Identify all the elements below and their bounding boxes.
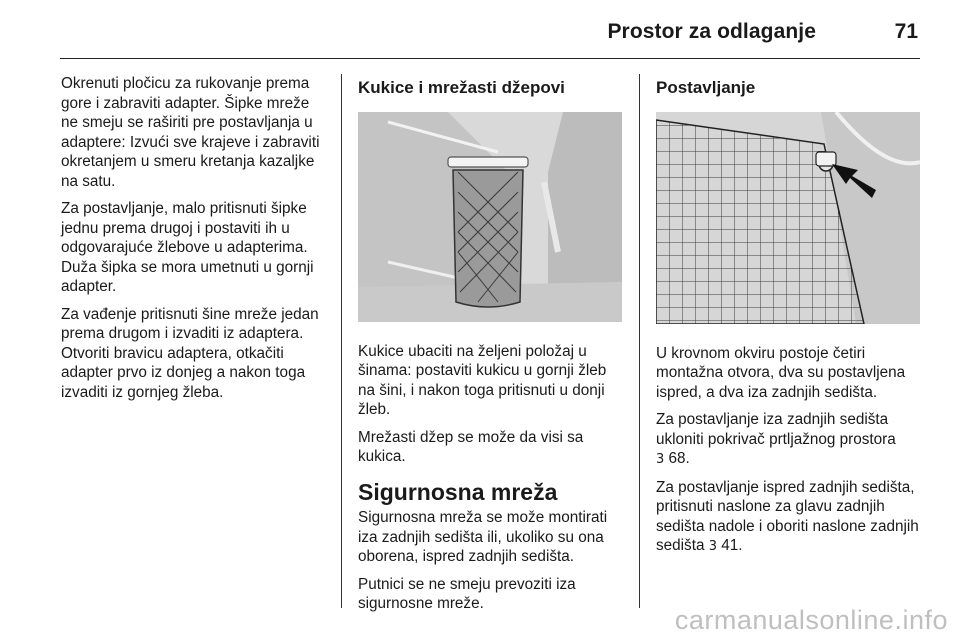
paragraph: Za vađenje pritisnuti šine mreže jedan prema drugom i izvaditi iz adaptera. Otvoriti bravicu adaptera, otkačiti adapter prvo iz donjeg a nakon toga izvaditi iz gornjeg žleba. (61, 305, 319, 401)
page-reference-icon[interactable]: 3 (656, 452, 665, 467)
column-divider (341, 74, 342, 608)
paragraph: Sigurnosna mreža se može montirati iza zadnjih sedišta ili, ukoliko su ona oborena, ispred zadnjih sedišta. (358, 509, 608, 565)
section-heading-installation: Postavljanje (656, 78, 756, 97)
paragraph: Za postavljanje, malo pritisnuti šipke jednu prema drugoj i postaviti ih u odgovarajuće žlebove u adapterima. Duža šipka se mora umetnuti u gornji adapter. (61, 200, 314, 295)
page-header (60, 16, 920, 59)
net-pocket-illustration (358, 112, 622, 322)
paragraph: U krovnom okviru postoje četiri montažna otvora, dva su postavljena ispred, a dva iza zadnjih sedišta. (656, 344, 906, 401)
page-reference-link[interactable]: 68. (668, 450, 690, 467)
paragraph-text: Za postavljanje ispred zadnjih sedišta, pritisnuti naslone za glavu zadnjih sedišta nadole i oboriti naslone zadnjih sedišta (656, 478, 919, 554)
paragraph-text: Za postavljanje iza zadnjih sedišta ukloniti pokrivač prtljažnog prostora (656, 411, 896, 448)
page-reference-icon[interactable]: 3 (708, 539, 717, 554)
column-divider (639, 74, 640, 608)
paragraph: Putnici se ne smeju prevoziti iza sigurnosne mreže. (358, 575, 576, 612)
column-left (61, 74, 327, 410)
column-right (656, 74, 922, 565)
page-reference-link[interactable]: 41. (721, 537, 743, 554)
paragraph: Okrenuti pločicu za rukovanje prema gore i zabraviti adapter. Šipke mreže ne smeju se raširiti pre postavljanja u adaptere: Izvući sve krajeve i zabraviti okretanjem u smeru kretanja kazaljke na satu. (61, 75, 320, 190)
section-heading-safety-net: Sigurnosna mreža (358, 478, 558, 505)
column-middle (358, 74, 624, 622)
paragraph (656, 478, 922, 557)
paragraph: Kukice ubaciti na željeni položaj u šinama: postaviti kukicu u gornji žleb na šini, i nakon toga pritisnuti u donji žleb. (358, 342, 607, 418)
page-number: 71 (894, 20, 918, 43)
safety-net-illustration (656, 112, 920, 324)
watermark: carmanualsonline.info (674, 605, 948, 635)
paragraph (656, 410, 922, 470)
page-title: Prostor za odlaganje (607, 20, 816, 43)
section-heading-hooks: Kukice i mrežasti džepovi (358, 78, 565, 97)
paragraph: Mrežasti džep se može da visi sa kukica. (358, 428, 584, 465)
